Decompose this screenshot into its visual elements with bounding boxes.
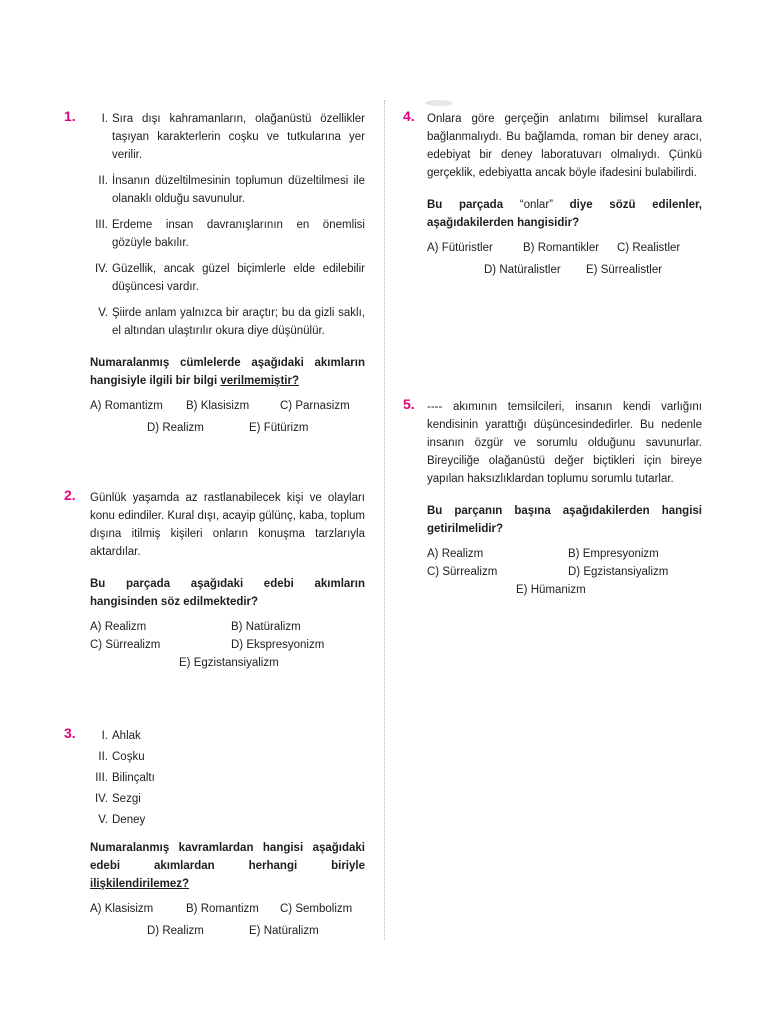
statement-text: Erdeme insan davranışlarının en önemlisi gözüyle bakılır. [112, 219, 365, 249]
statement-item [90, 172, 365, 208]
option-e[interactable]: E) Natüralizm [249, 925, 319, 937]
option-c[interactable]: C) Realistler [617, 242, 681, 254]
option-e[interactable]: E) Fütürizm [249, 422, 309, 434]
scan-smudge [425, 100, 453, 106]
roman-numeral: V. [98, 307, 108, 319]
question-number: 2. [64, 487, 76, 503]
option-b[interactable]: B) Klasisizm [186, 400, 250, 412]
option-b[interactable]: B) Natüralizm [231, 621, 301, 633]
numbered-statements [90, 110, 365, 340]
option-c[interactable]: C) Sürrealizm [427, 566, 498, 578]
question-stem: Bu parçada aşağıdaki edebi akımların hangisinden söz edilmektedir? [90, 578, 365, 608]
statement-text: İnsanın düzeltilmesinin toplumun düzeltilmesi ile olanaklı olduğu savunulur. [112, 175, 365, 205]
option-d[interactable]: D) Ekspresyonizm [231, 639, 325, 651]
question-number: 4. [403, 108, 415, 124]
option-a[interactable]: A) Klasisizm [90, 903, 154, 915]
question-number: 1. [64, 108, 76, 124]
option-c[interactable]: C) Sembolizm [280, 903, 353, 915]
roman-numeral: II. [98, 751, 108, 763]
answer-options [90, 903, 365, 947]
stem-underlined: ilişkilendirilemez? [90, 878, 190, 890]
stem-quoted: “onlar” [519, 199, 553, 211]
concept-text: Ahlak [112, 730, 141, 742]
question-5 [403, 396, 702, 610]
option-a[interactable]: A) Romantizm [90, 400, 163, 412]
option-d[interactable]: D) Egzistansiyalizm [568, 566, 669, 578]
concept-item [90, 790, 365, 808]
concept-item [90, 727, 365, 745]
question-paragraph: Günlük yaşamda az rastlanabilecek kişi ve olayları konu edindiler. Kural dışı, acayip gülünç, kaba, toplum dışına itilmiş kişileri onların konuşma tarzlarıyla aktardılar. [90, 492, 365, 558]
option-b[interactable]: B) Romantikler [523, 242, 600, 254]
option-d[interactable]: D) Realizm [147, 925, 204, 937]
question-2 [64, 487, 365, 683]
question-stem [427, 196, 702, 232]
question-stem: Bu parçanın başına aşağıdakilerden hangisi getirilmelidir? [427, 505, 702, 535]
statement-item [90, 260, 365, 296]
option-e[interactable]: E) Egzistansiyalizm [179, 657, 279, 669]
concept-text: Bilinçaltı [112, 772, 155, 784]
question-4 [403, 108, 703, 286]
roman-numeral: IV. [94, 263, 108, 275]
statement-text: Sıra dışı kahramanların, olağanüstü özellikler taşıyan karakterlerin coşku ve tutkularına yer verilir. [112, 113, 365, 161]
answer-options [90, 400, 365, 444]
option-e[interactable]: E) Sürrealistler [586, 264, 663, 276]
option-a[interactable]: A) Realizm [427, 548, 484, 560]
option-e[interactable]: E) Hümanizm [516, 584, 586, 596]
roman-numeral: III. [95, 219, 108, 231]
option-d[interactable]: D) Realizm [147, 422, 204, 434]
concept-text: Deney [112, 814, 146, 826]
roman-numeral: I. [101, 113, 108, 125]
answer-options [427, 242, 702, 286]
stem-text: diye sözü edilenler, aşağıdakilerden hangisidir? [427, 199, 703, 229]
concept-text: Coşku [112, 751, 145, 763]
option-b[interactable]: B) Empresyonizm [568, 548, 659, 560]
stem-underlined: verilmemiştir? [220, 375, 299, 387]
option-c[interactable]: C) Sürrealizm [90, 639, 161, 651]
stem-text: Bu parçada [427, 199, 520, 211]
roman-numeral: I. [101, 730, 108, 742]
option-a[interactable]: A) Realizm [90, 621, 147, 633]
answer-options [90, 621, 365, 683]
option-c[interactable]: C) Parnasizm [280, 400, 350, 412]
statement-text: Güzellik, ancak güzel biçimlerle elde edilebilir düşüncesi vardır. [112, 263, 365, 293]
option-d[interactable]: D) Natüralistler [484, 264, 561, 276]
statement-item [90, 110, 365, 164]
concept-text: Sezgi [112, 793, 141, 805]
numbered-concepts [90, 727, 365, 829]
question-paragraph: Onlara göre gerçeğin anlatımı bilimsel kurallara bağlanmalıydı. Bu bağlamda, roman bir deney aracı, edebiyat bir deney laboratuvarı olmalıydı. Çünkü gerçeklik, edebiyatta ancak böyle ifadesini bulabilirdi. [427, 113, 702, 179]
question-stem [90, 354, 365, 390]
question-number: 5. [403, 396, 415, 412]
stem-text: Numaralanmış kavramlardan hangisi aşağıdaki edebi akımlardan herhangi biriyle [90, 842, 365, 872]
statement-item [90, 304, 365, 340]
roman-numeral: III. [95, 772, 108, 784]
concept-item [90, 811, 365, 829]
column-divider [384, 100, 385, 940]
roman-numeral: II. [98, 175, 108, 187]
roman-numeral: V. [98, 814, 108, 826]
answer-options [427, 548, 702, 610]
concept-item [90, 769, 365, 787]
option-b[interactable]: B) Romantizm [186, 903, 259, 915]
question-stem [90, 839, 365, 893]
stem-text: Numaralanmış cümlelerde aşağıdaki akımların hangisiyle ilgili bir bilgi [90, 357, 365, 387]
question-1 [64, 108, 365, 444]
question-3 [64, 725, 365, 947]
statement-text: Şiirde anlam yalnızca bir araçtır; bu da gizli saklı, el altından ulaştırılır okura diye düşünülür. [112, 307, 365, 337]
statement-item [90, 216, 365, 252]
question-paragraph: ---- akımının temsilcileri, insanın kendi varlığını kendisinin yarattığı düşüncesindedirler. Bu nedenle insanın özgür ve sorumlu olduğunu savunurlar. Bireyciliğe olağanüstü değer biçtikleri için bireye yapılan haksızlıklardan toplumu sorumlu tutarlar. [427, 401, 702, 485]
roman-numeral: IV. [94, 793, 108, 805]
option-a[interactable]: A) Fütüristler [427, 242, 493, 254]
concept-item [90, 748, 365, 766]
question-number: 3. [64, 725, 76, 741]
